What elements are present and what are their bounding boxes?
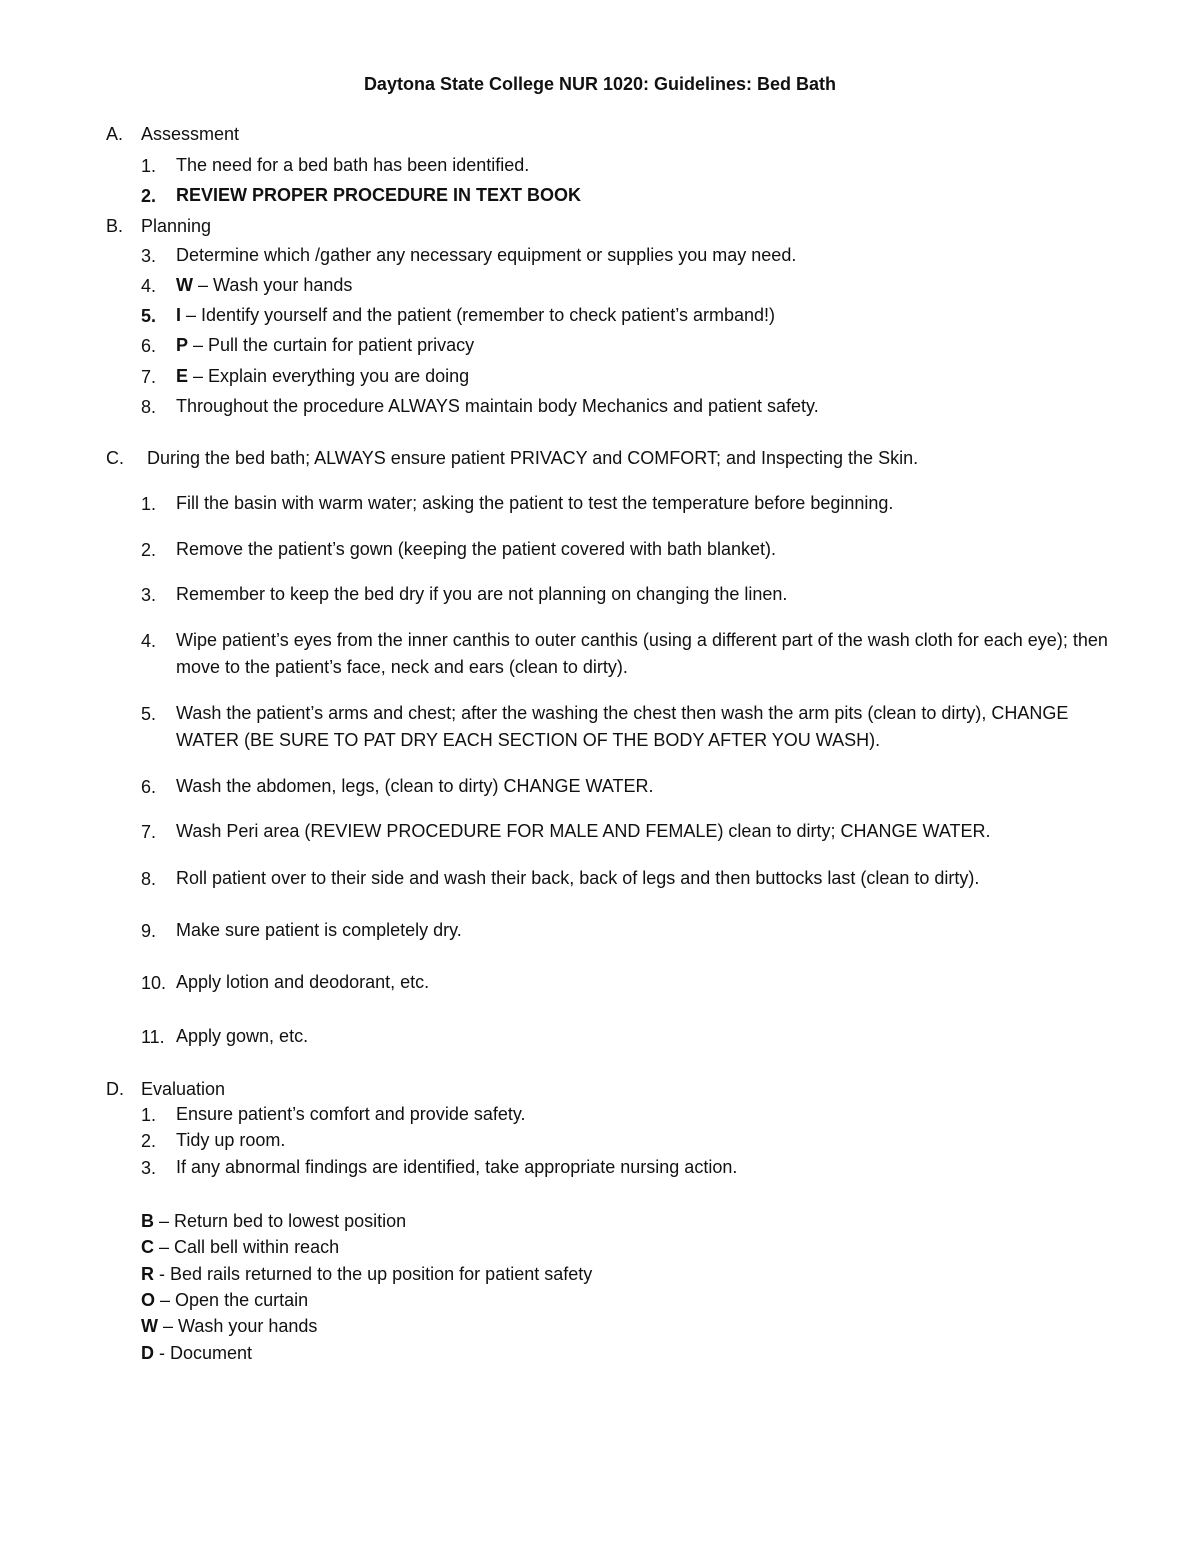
acronym-key: D (141, 1343, 154, 1363)
list-item: Throughout the procedure ALWAYS maintain body Mechanics and patient safety. (176, 396, 819, 416)
section-heading: Evaluation (141, 1079, 226, 1099)
item-number: 1. (141, 156, 157, 176)
list-item: REVIEW PROPER PROCEDURE IN TEXT BOOK (176, 185, 582, 205)
acronym-key: P (176, 335, 189, 355)
list-item: Determine which /gather any necessary equipment or supplies you may need. (176, 245, 797, 265)
acronym-key: C (141, 1237, 154, 1257)
section-heading: During the bed bath; ALWAYS ensure patient PRIVACY and COMFORT; and Inspecting the Skin. (147, 448, 919, 468)
acronym-line (141, 1264, 592, 1285)
list-item: Wash Peri area (REVIEW PROCEDURE FOR MALE AND FEMALE) clean to dirty; CHANGE WATER. (176, 821, 991, 841)
acronym-line (141, 1211, 406, 1232)
acronym-key: W (141, 1316, 158, 1336)
item-number: 7. (141, 822, 157, 842)
acronym-key: E (176, 366, 189, 386)
list-item: Wipe patient’s eyes from the inner canthis to outer canthis (using a different part of the wash cloth for each eye); then move to the patient’s face, neck and ears (clean to dirty). (176, 630, 1108, 677)
item-number: 2. (141, 540, 157, 560)
item-number: 5. (141, 704, 157, 724)
list-item: The need for a bed bath has been identified. (176, 155, 530, 175)
list-item: Make sure patient is completely dry. (176, 920, 462, 940)
acronym-key: I (176, 305, 182, 325)
section-heading: Planning (141, 216, 212, 236)
list-item: If any abnormal findings are identified, take appropriate nursing action. (176, 1157, 738, 1177)
acronym-key: W (176, 275, 193, 295)
section-letter: D. (106, 1079, 124, 1099)
acronym-key: R (141, 1264, 154, 1284)
section-letter: C. (106, 448, 124, 468)
list-item: Apply lotion and deodorant, etc. (176, 972, 430, 992)
list-item: Remove the patient’s gown (keeping the patient covered with bath blanket). (176, 539, 777, 559)
item-number: 2. (141, 1131, 157, 1151)
acronym-line (141, 1237, 339, 1258)
acronym-text: - Document (154, 1343, 253, 1363)
item-number: 4. (141, 631, 157, 651)
section-letter: A. (106, 124, 124, 144)
acronym-line (141, 1316, 317, 1337)
item-number: 6. (141, 777, 157, 797)
list-item: Wash the patient’s arms and chest; after the washing the chest then wash the arm pits (clean to dirty), CHANGE WATER (BE SURE TO PAT DRY EACH SECTION OF THE BODY AFTER YOU WASH). (176, 703, 1069, 750)
list-item (176, 332, 1136, 359)
list-item: Roll patient over to their side and wash their back, back of legs and then buttocks last (clean to dirty). (176, 868, 980, 888)
item-number: 9. (141, 921, 157, 941)
acronym-text: - Bed rails returned to the up position for patient safety (154, 1264, 593, 1284)
item-number: 1. (141, 494, 157, 514)
acronym-key: O (141, 1290, 156, 1310)
acronym-text: – Wash your hands (158, 1316, 318, 1336)
section-letter: B. (106, 216, 124, 236)
acronym-text: – Call bell within reach (154, 1237, 340, 1257)
item-number: 4. (141, 276, 157, 296)
list-item (176, 272, 1136, 299)
item-number: 8. (141, 869, 157, 889)
list-item: Tidy up room. (176, 1130, 286, 1150)
item-number: 7. (141, 367, 157, 387)
item-number: 8. (141, 397, 157, 417)
item-number: 3. (141, 1158, 157, 1178)
list-item: Remember to keep the bed dry if you are not planning on changing the linen. (176, 584, 788, 604)
item-text: – Pull the curtain for patient privacy (188, 335, 475, 355)
list-item: Wash the abdomen, legs, (clean to dirty) CHANGE WATER. (176, 776, 654, 796)
list-item: Fill the basin with warm water; asking the patient to test the temperature before beginning. (176, 493, 894, 513)
item-number: 5. (141, 306, 157, 326)
acronym-key: B (141, 1211, 154, 1231)
item-number: 10. (141, 973, 167, 993)
item-number: 6. (141, 336, 157, 356)
page-title: Daytona State College NUR 1020: Guidelines: Bed Bath (363, 74, 837, 94)
item-number: 11. (141, 1027, 165, 1047)
item-text: – Wash your hands (193, 275, 353, 295)
section-heading: Assessment (141, 124, 240, 144)
list-item: Apply gown, etc. (176, 1026, 309, 1046)
item-number: 1. (141, 1105, 157, 1125)
list-item (176, 363, 1136, 390)
list-item (176, 302, 1136, 329)
acronym-text: – Return bed to lowest position (154, 1211, 407, 1231)
item-number: 2. (141, 186, 157, 206)
item-number: 3. (141, 585, 157, 605)
item-text: – Identify yourself and the patient (remember to check patient’s armband!) (181, 305, 775, 325)
list-item: Ensure patient’s comfort and provide safety. (176, 1104, 526, 1124)
item-text: – Explain everything you are doing (188, 366, 470, 386)
acronym-text: – Open the curtain (155, 1290, 309, 1310)
acronym-line (141, 1290, 308, 1311)
item-number: 3. (141, 246, 157, 266)
acronym-line (141, 1343, 252, 1364)
